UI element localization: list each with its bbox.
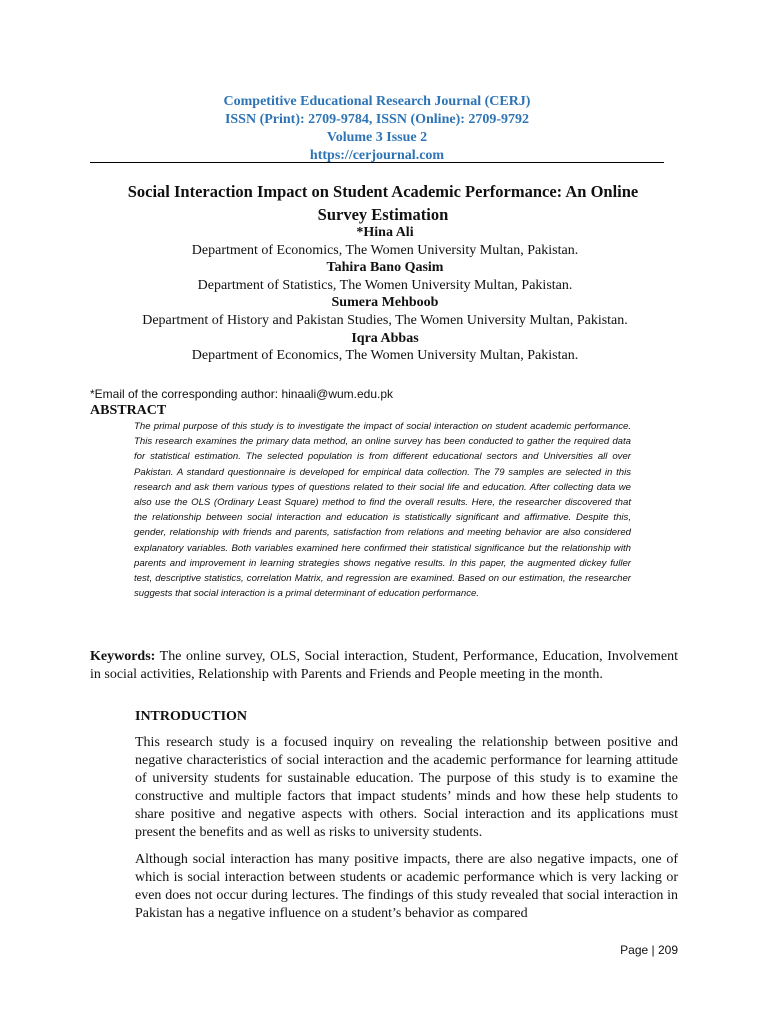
author-affiliation: Department of History and Pakistan Studies, The Women University Multan, Pakistan.	[142, 312, 628, 328]
keywords-label: Keywords:	[90, 649, 156, 664]
intro-paragraph-2: Although social interaction has many positive impacts, there are also negative impacts, one of which is social interaction between students or academic performance which is very lacking or even does not occur during lectures. The findings of this study revealed that social interaction in Pakistan has a negative influence on a student’s behavior as compared	[135, 852, 678, 921]
abstract-text: The primal purpose of this study is to investigate the impact of social interaction on student academic performance. This research examines the primary data method, an online survey has been conducted to gather the required data for statistical estimation. The selected population is from different educational sectors and Universities all over Pakistan. A standard questionnaire is developed for empirical data collection. The 79 samples are selected in this research and ask them various types of questions related to their social life and education. After collecting data we also use the OLS (Ordinary Least Square) method to find the overall results. Here, the researcher discovered that the relationship between social interaction and education is statistically significant and affirmative. Despite this, gender, relationship with friends and parents, satisfaction from relations and meeting behavior are also considered explanatory variables. Both variables examined here confirmed their statistical significance but the relationship with parents and improvement in learning strategies shows negative results. In this paper, the augmented dickey fuller test, descriptive statistics, correlation Matrix, and regression are examined. Based on our estimation, the researcher suggests that social interaction is a primal determinant of education performance.	[134, 421, 631, 600]
paper-title-line-1: Social Interaction Impact on Student Academic Performance: An Online	[127, 182, 639, 201]
keywords-text: The online survey, OLS, Social interaction, Student, Performance, Education, Involvement in social activities, Relationship with Parents and Friends and People meeting in the month.	[90, 649, 678, 682]
header-rule	[90, 162, 664, 163]
journal-masthead	[90, 93, 664, 165]
author-name: Tahira Bano Qasim	[326, 260, 444, 276]
corresponding-email: *Email of the corresponding author: hinaali@wum.edu.pk	[90, 387, 394, 401]
paper-title-line-2: Survey Estimation	[317, 205, 449, 224]
author-affiliation: Department of Economics, The Women University Multan, Pakistan.	[191, 348, 579, 364]
journal-volume: Volume 3 Issue 2	[326, 130, 428, 145]
introduction-heading: INTRODUCTION	[135, 709, 248, 724]
author-name: Sumera Mehboob	[331, 295, 439, 311]
keywords	[90, 648, 678, 683]
paper-title	[100, 180, 666, 226]
journal-issn: ISSN (Print): 2709-9784, ISSN (Online): 2709-9792	[224, 112, 530, 127]
author-name: Iqra Abbas	[351, 330, 419, 346]
journal-url[interactable]: https://cerjournal.com	[309, 148, 445, 163]
author-affiliation: Department of Economics, The Women University Multan, Pakistan.	[191, 242, 579, 258]
journal-name: Competitive Educational Research Journal (CERJ)	[223, 94, 531, 109]
page-number: Page | 209	[620, 943, 678, 957]
author-list	[140, 224, 630, 365]
intro-paragraph-1: This research study is a focused inquiry on revealing the relationship between positive and negative characteristics of social interaction and the academic performance for learning attitude of university students for sustainable education. The purpose of this study is to examine the constructive and multiple factors that impact students’ minds and how these help students to share positive and negative aspects with others. Social interaction and its applications must present the benefits and as well as risks to university students.	[135, 735, 678, 840]
author-affiliation: Department of Statistics, The Women University Multan, Pakistan.	[197, 277, 573, 293]
abstract-heading: ABSTRACT	[90, 403, 167, 418]
author-name: *Hina Ali	[356, 225, 414, 240]
